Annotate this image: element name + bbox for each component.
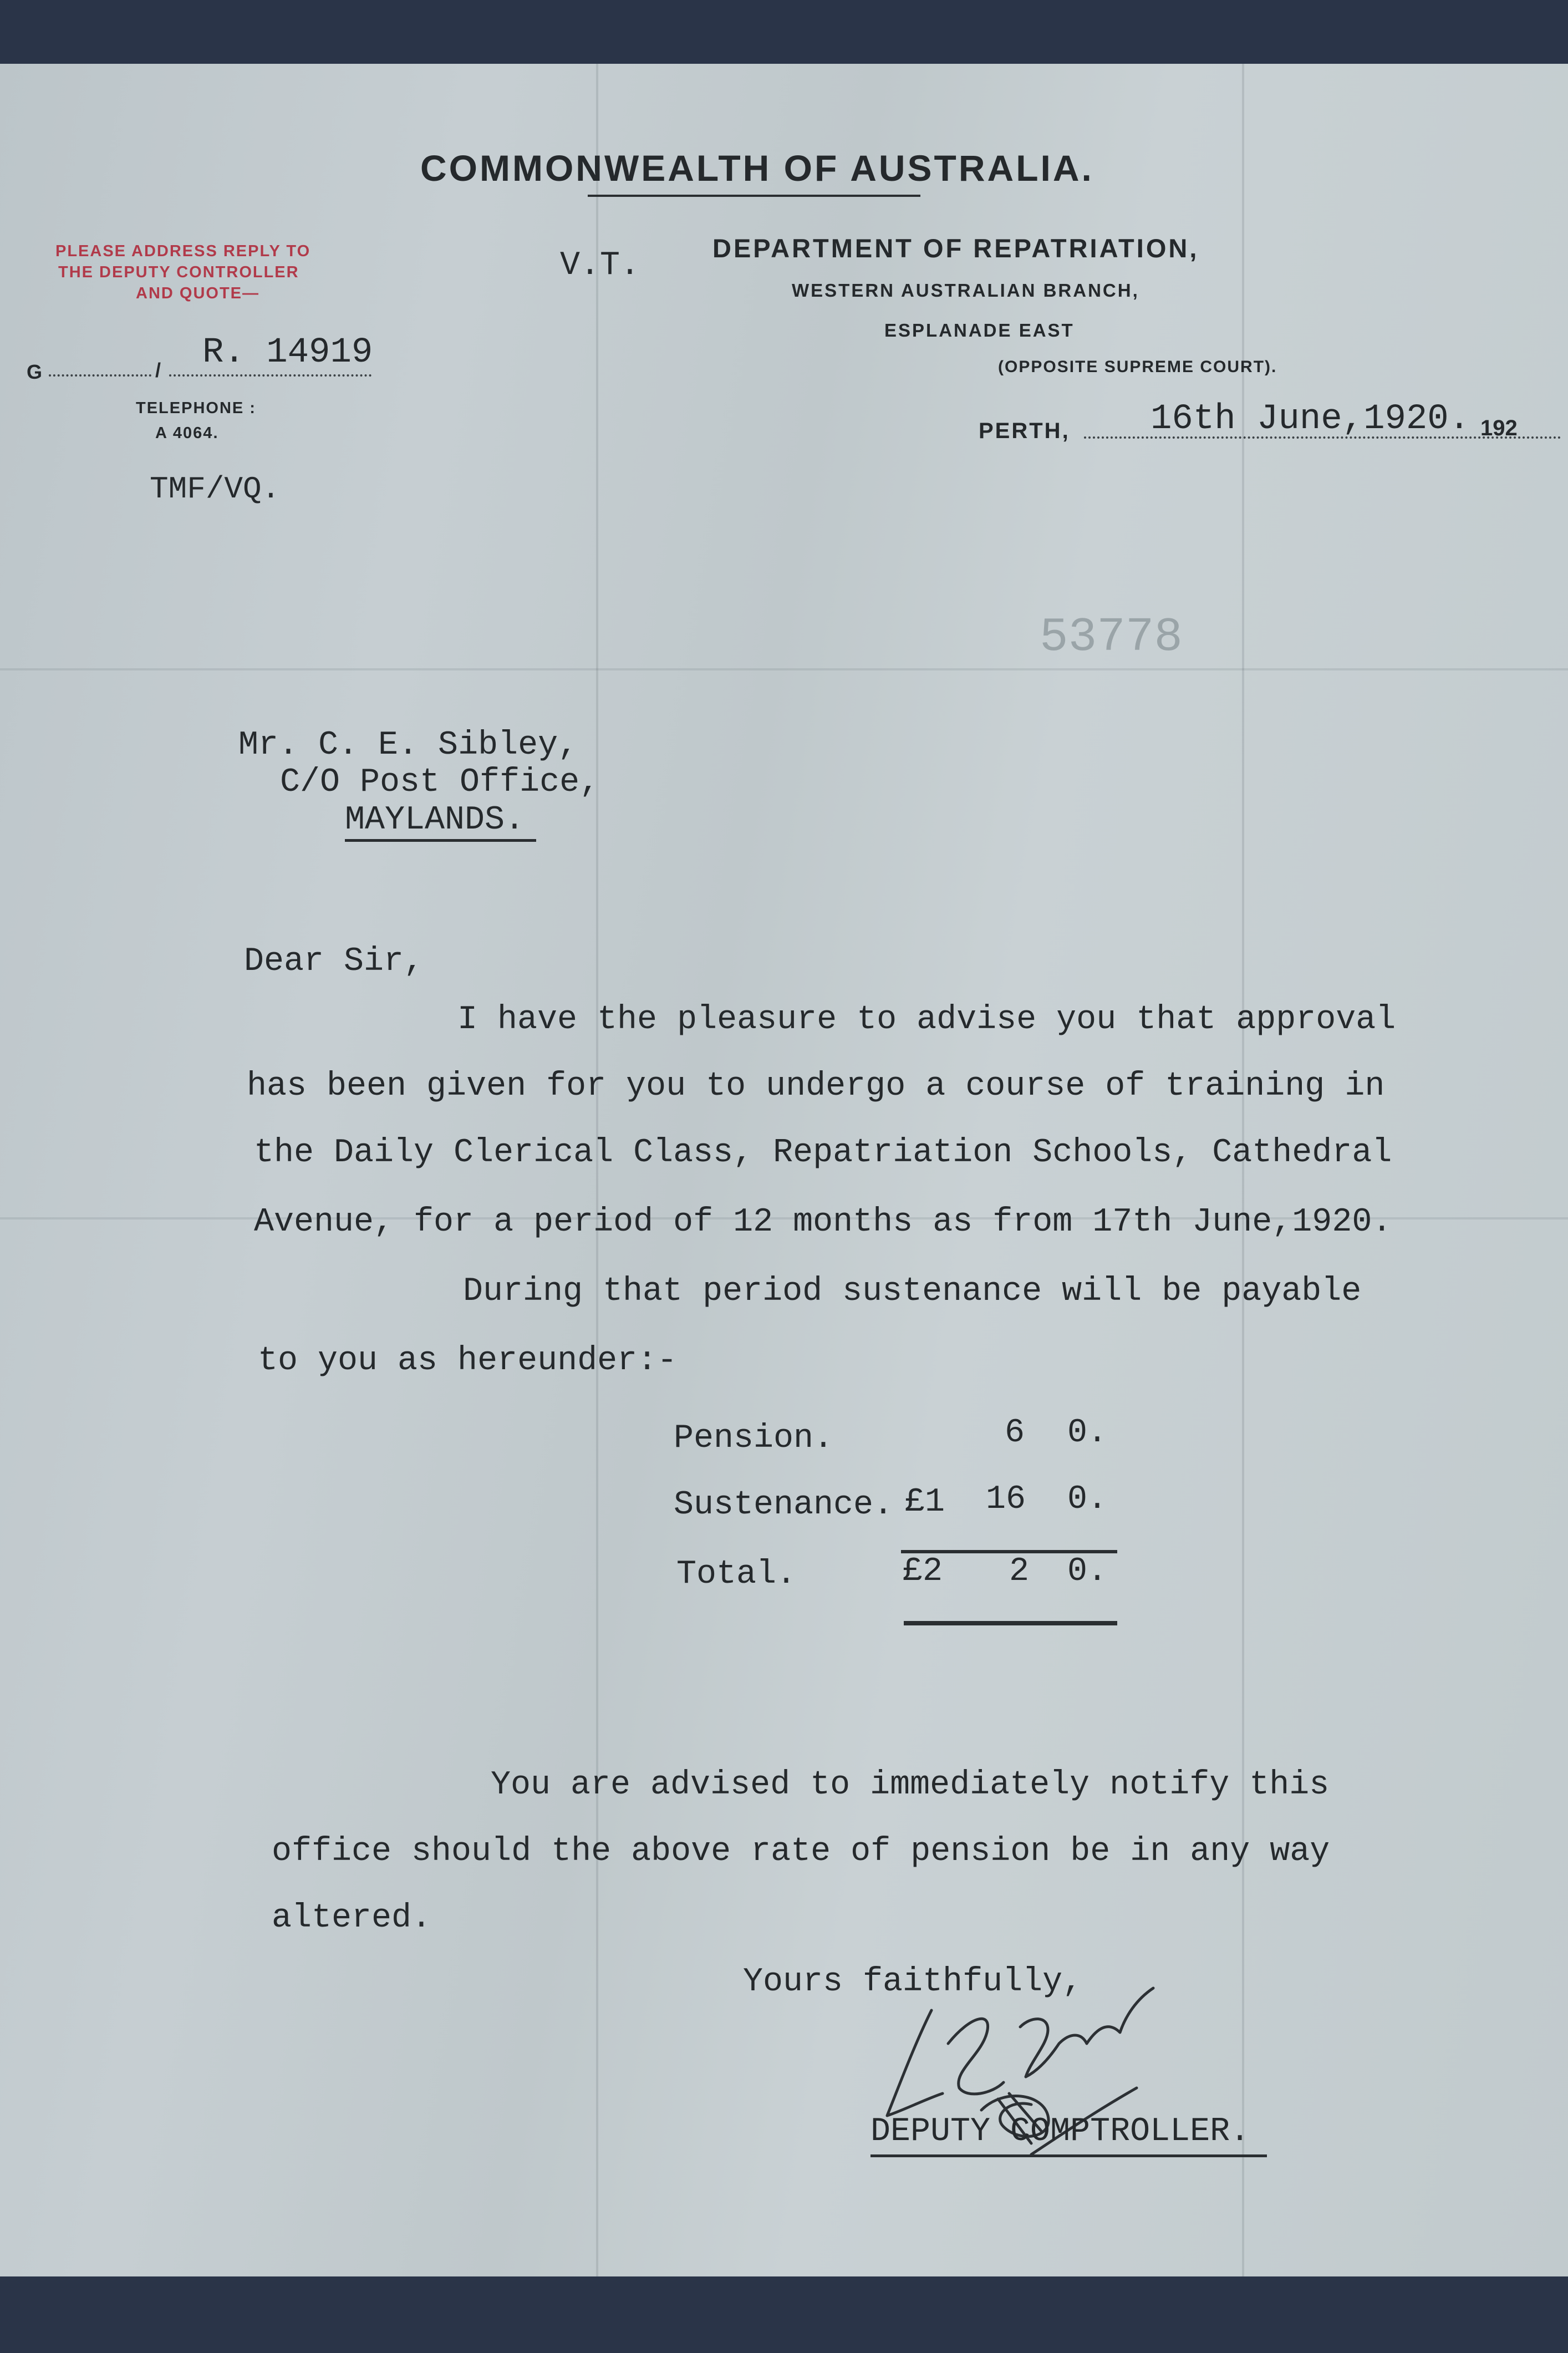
paragraph-line: You are advised to immediately notify this	[491, 1766, 1330, 1804]
valediction: Yours faithfully,	[743, 1963, 1083, 2001]
salutation: Dear Sir,	[244, 943, 424, 980]
recipient-town: MAYLANDS.	[345, 801, 525, 839]
table-cell-pence: 0.	[1067, 1553, 1108, 1590]
vt-mark: V.T.	[560, 247, 640, 284]
title-underline	[588, 195, 920, 197]
year-suffix: 192	[1480, 416, 1518, 440]
city-label: PERTH,	[979, 419, 1070, 443]
file-stamp: 53778	[1040, 610, 1183, 664]
reply-note-line3: AND QUOTE—	[136, 284, 259, 302]
fold-line-horizontal	[0, 668, 1568, 670]
table-cell-shillings: 6	[1005, 1414, 1025, 1452]
recipient-name: Mr. C. E. Sibley,	[238, 726, 578, 764]
table-row-label: Total.	[676, 1556, 797, 1593]
paragraph-line: altered.	[272, 1899, 432, 1937]
ref-prefix: G	[27, 360, 43, 383]
signature-text: L. E. Tilney	[870, 2171, 873, 2172]
typist-initials: TMF/VQ.	[150, 471, 281, 507]
table-row-label: Sustenance.	[674, 1486, 894, 1524]
paragraph-line: to you as hereunder:-	[258, 1342, 678, 1380]
ref-dotted-line	[169, 374, 371, 377]
total-double-rule	[904, 1621, 1117, 1625]
signatory-title-underline	[870, 2154, 1267, 2157]
table-cell-pence: 0.	[1067, 1414, 1108, 1452]
reply-note-line1: PLEASE ADDRESS REPLY TO	[55, 242, 311, 260]
table-cell-pounds: £2	[903, 1553, 943, 1590]
department-name: DEPARTMENT OF REPATRIATION,	[712, 233, 1199, 263]
signatory-title: DEPUTY COMPTROLLER.	[870, 2113, 1250, 2151]
paragraph-line: I have the pleasure to advise you that approval	[457, 1001, 1396, 1039]
paragraph-line: During that period sustenance will be payable	[463, 1273, 1362, 1310]
paragraph-line: Avenue, for a period of 12 months as from 17th June,1920.	[254, 1203, 1392, 1241]
town-underline	[345, 839, 536, 842]
recipient-address: C/O Post Office,	[280, 764, 600, 801]
ref-dotted-line	[49, 374, 151, 377]
landmark-note: (OPPOSITE SUPREME COURT).	[998, 358, 1277, 376]
letter-sheet	[0, 64, 1568, 2276]
ref-number: R. 14919	[202, 333, 373, 373]
table-cell-shillings: 2	[1009, 1553, 1030, 1590]
ref-separator: /	[155, 359, 161, 382]
table-cell-pounds: £1	[905, 1483, 945, 1521]
table-cell-shillings: 16	[986, 1481, 1026, 1518]
paragraph-line: the Daily Clerical Class, Repatriation Schools, Cathedral	[254, 1134, 1392, 1172]
telephone-number: A 4064.	[155, 424, 219, 442]
telephone-label: TELEPHONE :	[136, 399, 256, 417]
paragraph-line: office should the above rate of pension be in any way	[272, 1833, 1330, 1871]
letterhead-title: COMMONWEALTH OF AUSTRALIA.	[420, 148, 1094, 189]
paragraph-line: has been given for you to undergo a course of training in	[247, 1068, 1385, 1105]
branch-name: WESTERN AUSTRALIAN BRANCH,	[792, 280, 1139, 301]
table-cell-pence: 0.	[1067, 1481, 1108, 1518]
reply-note-line2: THE DEPUTY CONTROLLER	[58, 263, 299, 281]
table-row-label: Pension.	[674, 1420, 834, 1457]
street-address: ESPLANADE EAST	[884, 320, 1075, 341]
letter-date: 16th June,1920.	[1150, 399, 1470, 439]
